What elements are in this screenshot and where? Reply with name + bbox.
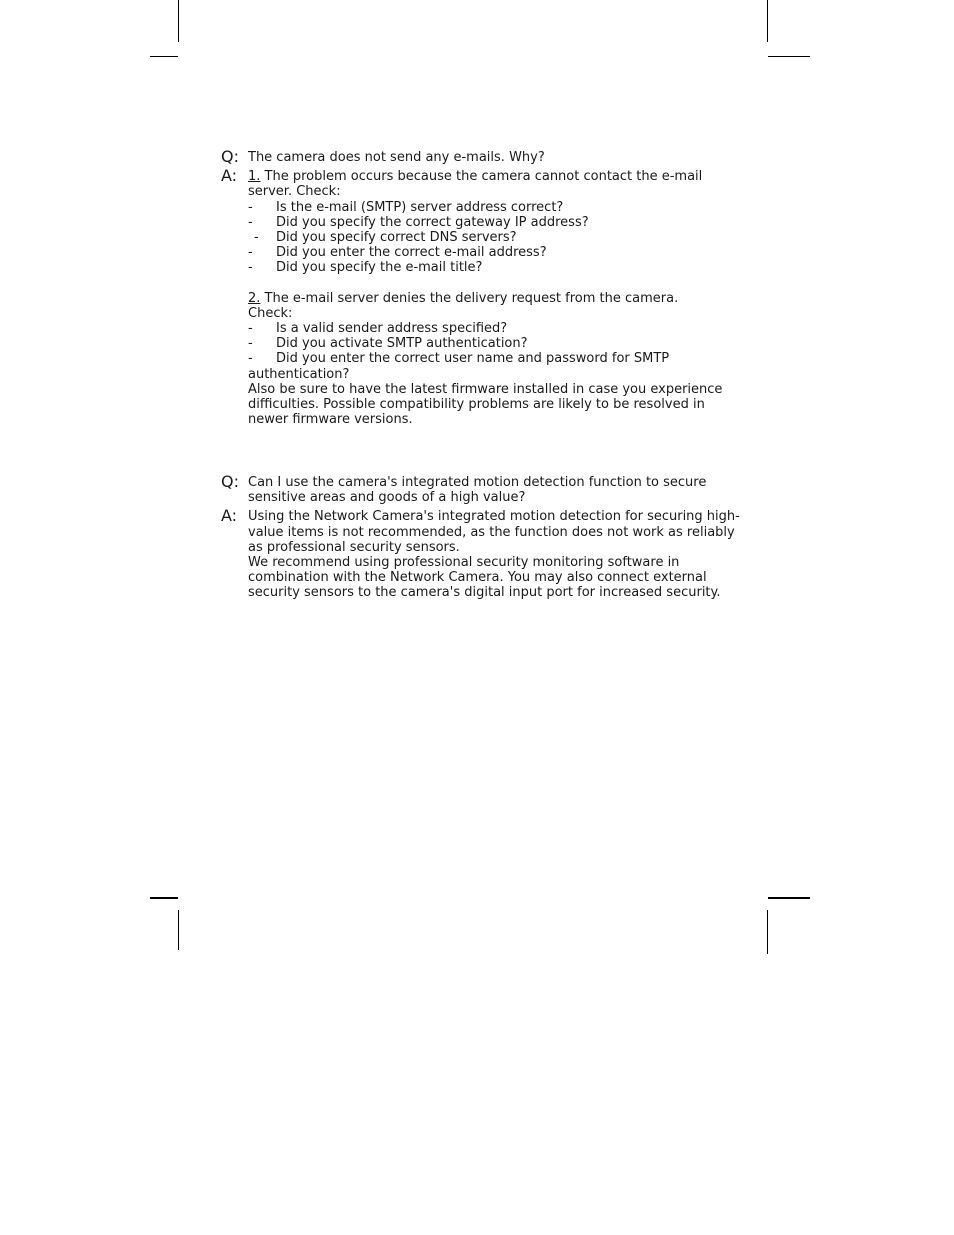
crop-mark-bottom-right-horizontal [768, 897, 810, 899]
list-dash: - [254, 229, 259, 245]
answer-line [221, 382, 741, 397]
list-item [221, 351, 741, 366]
answer-line [221, 306, 741, 321]
note-text: Also be sure to have the latest firmware installed in case you experience [248, 381, 723, 397]
answer-text: security sensors to the camera's digital input port for increased security. [248, 585, 721, 601]
list-dash: - [248, 245, 253, 261]
part2-number: 2. [248, 290, 261, 306]
list-item-text: Did you specify the correct gateway IP address? [276, 214, 589, 230]
answer-text: Using the Network Camera's integrated motion detection for securing high- [248, 509, 740, 525]
list-item [221, 336, 741, 351]
question-label: Q: [221, 472, 239, 491]
answer-line [221, 555, 741, 570]
list-item [221, 200, 741, 215]
answer-label: A: [221, 506, 238, 526]
question-text-cont: sensitive areas and goods of a high value? [248, 490, 526, 506]
question-line [221, 490, 741, 505]
list-dash: - [248, 260, 253, 276]
answer-part1-intro [248, 169, 702, 184]
part1-number: 1. [248, 169, 261, 185]
list-item [221, 215, 741, 230]
question-row [221, 472, 741, 491]
list-item-text: Did you specify the e-mail title? [276, 260, 483, 276]
answer-line [221, 184, 741, 199]
list-item [221, 321, 741, 336]
answer-line [221, 540, 741, 555]
part2-intro-text-cont: Check: [248, 305, 293, 321]
crop-mark-top-left-vertical [178, 0, 179, 42]
answer-line [221, 412, 741, 427]
list-item-text: Did you enter the correct user name and password for SMTP [276, 351, 670, 367]
list-item [221, 260, 741, 275]
crop-mark-bottom-right-vertical [767, 910, 768, 954]
answer-line [221, 367, 741, 382]
answer-row [221, 166, 741, 186]
question-text: Can I use the camera's integrated motion detection function to secure [248, 475, 707, 490]
question-label: Q: [221, 147, 239, 166]
answer-text: value items is not recommended, as the function does not work as reliably [248, 524, 735, 540]
list-item-text: Did you enter the correct e-mail address? [276, 245, 547, 261]
list-dash: - [248, 351, 253, 367]
answer-part2-intro [248, 291, 678, 306]
faq-motion-detection [221, 472, 741, 601]
crop-mark-bottom-left-vertical [178, 910, 179, 950]
answer-line [221, 397, 741, 412]
list-dash: - [248, 336, 253, 352]
answer-line [221, 525, 741, 540]
answer-text: We recommend using professional security monitoring software in [248, 554, 680, 570]
list-dash: - [248, 199, 253, 215]
part1-intro-text: The problem occurs because the camera cannot contact the e-mail [260, 169, 703, 185]
answer-text: combination with the Network Camera. You may also connect external [248, 570, 707, 586]
faq-email [221, 147, 741, 428]
crop-mark-top-left-horizontal [150, 56, 178, 57]
answer-line [221, 585, 741, 600]
part2-intro-text: The e-mail server denies the delivery request from the camera. [260, 290, 679, 306]
answer-row [221, 506, 741, 526]
list-dash: - [248, 214, 253, 230]
crop-mark-bottom-left-horizontal [150, 897, 178, 899]
answer-line [221, 291, 741, 306]
crop-mark-top-right-vertical [767, 0, 768, 42]
list-item-text: Is the e-mail (SMTP) server address correct? [276, 199, 564, 215]
list-item-text: Did you activate SMTP authentication? [276, 336, 528, 352]
note-text: difficulties. Possible compatibility problems are likely to be resolved in [248, 397, 705, 412]
note-text: newer firmware versions. [248, 412, 413, 428]
list-dash: - [248, 321, 253, 337]
list-item-text: Did you specify correct DNS servers? [276, 229, 517, 245]
list-item-text-cont: authentication? [248, 366, 350, 382]
list-item-text: Is a valid sender address specified? [276, 321, 508, 337]
part1-intro-text-cont: server. Check: [248, 184, 341, 200]
answer-line [221, 570, 741, 585]
list-item [221, 230, 741, 245]
list-item [221, 245, 741, 260]
answer-label: A: [221, 166, 238, 186]
answer-text: as professional security sensors. [248, 539, 460, 555]
crop-mark-top-right-horizontal [768, 56, 810, 57]
question-text: The camera does not send any e-mails. Why? [248, 150, 545, 165]
question-row [221, 147, 741, 166]
